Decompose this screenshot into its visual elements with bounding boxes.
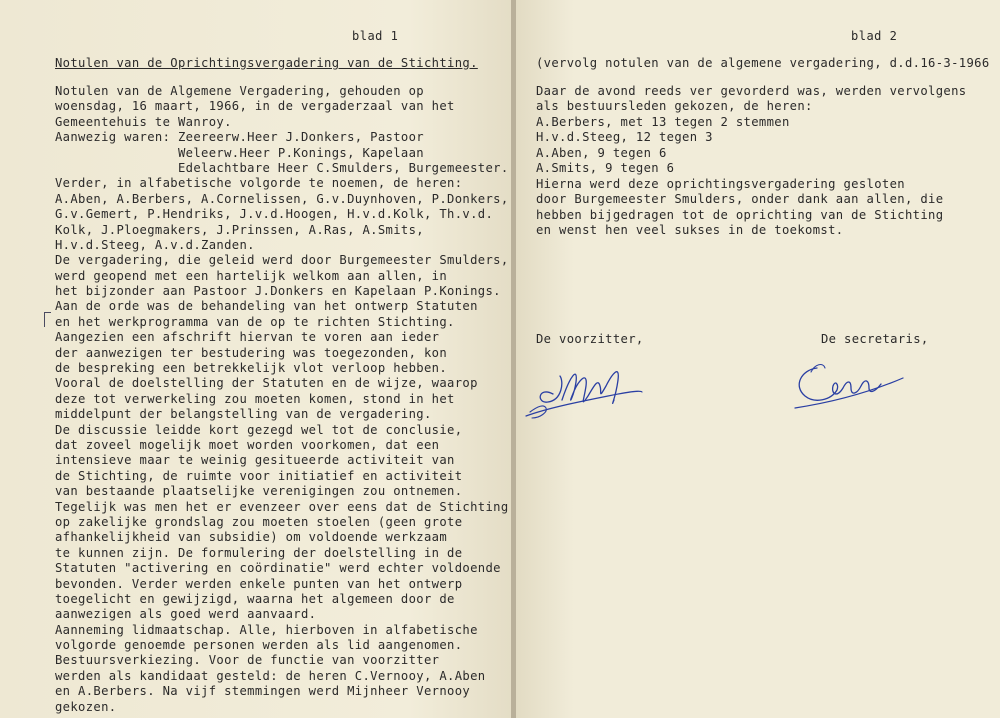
text-line: het bijzonder aan Pastoor J.Donkers en Kapelaan P.Konings. — [55, 284, 501, 299]
text-line: G.v.Gemert, P.Hendriks, J.v.d.Hoogen, H.v.d.Kolk, Th.v.d. — [55, 207, 494, 222]
text-line: Vooral de doelstelling der Statuten en de wijze, waarop — [55, 376, 478, 391]
text-line: der aanwezigen ter bestudering was toegezonden, kon — [55, 345, 448, 360]
text-line: Statuten "activering en coördinatie" werd echter voldoende — [55, 561, 501, 576]
election-results — [536, 84, 967, 176]
text-line: van bestaande plaatselijke verenigingen zou ontnemen. — [55, 484, 463, 499]
text-line: Gemeentehuis te Wanroy. — [55, 114, 232, 129]
text-line: Aan de orde was de behandeling van het ontwerp Statuten — [55, 299, 478, 314]
chair-signature — [518, 356, 658, 426]
text-line: te kunnen zijn. De formulering der doelstelling in de — [55, 545, 463, 560]
text-line: dat zoveel mogelijk moet worden voorkomen, dat een — [55, 437, 440, 452]
text-line: Bestuursverkiezing. Voor de functie van voorzitter — [55, 653, 440, 668]
secretary-signature-label: De secretaris, — [821, 332, 929, 346]
minutes-body — [55, 84, 509, 715]
text-line: woensdag, 16 maart, 1966, in de vergaderzaal van het — [55, 99, 455, 114]
text-line: afhankelijkheid van subsidie) om voldoende werkzaam — [55, 530, 448, 545]
text-line: Hierna werd deze oprichtingsvergadering gesloten — [536, 177, 905, 191]
text-line: Aanwezig waren: Zeereerw.Heer J.Donkers, Pastoor — [55, 130, 424, 145]
chair-signature-label: De voorzitter, — [536, 332, 644, 346]
text-line: middelpunt der belangstelling van de vergadering. — [55, 407, 432, 422]
text-line: Verder, in alfabetische volgorde te noemen, de heren: — [55, 176, 463, 191]
text-line: aanwezigen als goed werd aanvaard. — [55, 607, 317, 622]
text-line: Daar de avond reeds ver gevorderd was, werden vervolgens — [536, 84, 967, 98]
closing-paragraph — [536, 177, 943, 239]
text-line: Aanneming lidmaatschap. Alle, hierboven in alfabetische — [55, 622, 478, 637]
text-line: Weleerw.Heer P.Konings, Kapelaan — [55, 145, 424, 160]
text-line: Aangezien een afschrift hiervan te voren aan ieder — [55, 330, 440, 345]
right-page — [516, 0, 1000, 718]
text-line: Tegelijk was men het er evenzeer over eens dat de Stichting — [55, 499, 509, 514]
page-number-label: blad 1 — [352, 29, 399, 43]
text-line: de Stichting, de ruimte voor initiatief en activiteit — [55, 468, 463, 483]
text-line: door Burgemeester Smulders, onder dank aan allen, die — [536, 192, 944, 207]
text-line: deze tot verwerkeling zou moeten komen, stond in het — [55, 391, 455, 406]
text-line: en A.Berbers. Na vijf stemmingen werd Mijnheer Vernooy — [55, 684, 471, 699]
text-line: de bespreking een betrekkelijk vlot verloop hebben. — [55, 361, 448, 376]
text-line: A.Smits, 9 tegen 6 — [536, 160, 675, 175]
text-line: gekozen. — [55, 699, 117, 714]
text-line: op zakelijke grondslag zou moeten stoelen (geen grote — [55, 514, 463, 529]
text-line: werden als kandidaat gesteld: de heren C.Vernooy, A.Aben — [55, 668, 486, 683]
margin-bracket-mark — [44, 312, 51, 327]
text-line: Notulen van de Algemene Vergadering, gehouden op — [55, 84, 424, 98]
text-line: A.Aben, 9 tegen 6 — [536, 145, 667, 160]
text-line: en wenst hen veel sukses in de toekomst. — [536, 223, 844, 238]
text-line: toegelicht en gewijzigd, waarna het algemeen door de — [55, 591, 455, 606]
continuation-header: (vervolg notulen van de algemene vergadering, d.d.16-3-1966 — [536, 56, 990, 70]
text-line: en het werkprogramma van de op te richten Stichting. — [55, 314, 455, 329]
text-line: intensieve maar te weinig gesitueerde activiteit van — [55, 453, 455, 468]
text-line: Kolk, J.Ploegmakers, J.Prinssen, A.Ras, A.Smits, — [55, 222, 424, 237]
text-line: A.Aben, A.Berbers, A.Cornelissen, G.v.Duynhoven, P.Donkers, — [55, 191, 509, 206]
text-line: Edelachtbare Heer C.Smulders, Burgemeester. — [55, 160, 509, 175]
text-line: H.v.d.Steeg, A.v.d.Zanden. — [55, 237, 255, 252]
text-line: hebben bijgedragen tot de oprichting van de Stichting — [536, 207, 944, 222]
text-line: volgorde genoemde personen werden als lid aangenomen. — [55, 638, 463, 653]
secretary-signature — [771, 350, 911, 420]
page-number-label: blad 2 — [851, 29, 898, 43]
document-title: Notulen van de Oprichtingsvergadering van de Stichting. — [55, 56, 478, 70]
text-line: De discussie leidde kort gezegd wel tot de conclusie, — [55, 422, 463, 437]
text-line: als bestuursleden gekozen, de heren: — [536, 99, 813, 114]
text-line: H.v.d.Steeg, 12 tegen 3 — [536, 130, 713, 145]
text-line: werd geopend met een hartelijk welkom aan allen, in — [55, 268, 448, 283]
text-line: A.Berbers, met 13 tegen 2 stemmen — [536, 114, 790, 129]
text-line: De vergadering, die geleid werd door Burgemeester Smulders, — [55, 253, 509, 268]
text-line: bevonden. Verder werden enkele punten van het ontwerp — [55, 576, 463, 591]
